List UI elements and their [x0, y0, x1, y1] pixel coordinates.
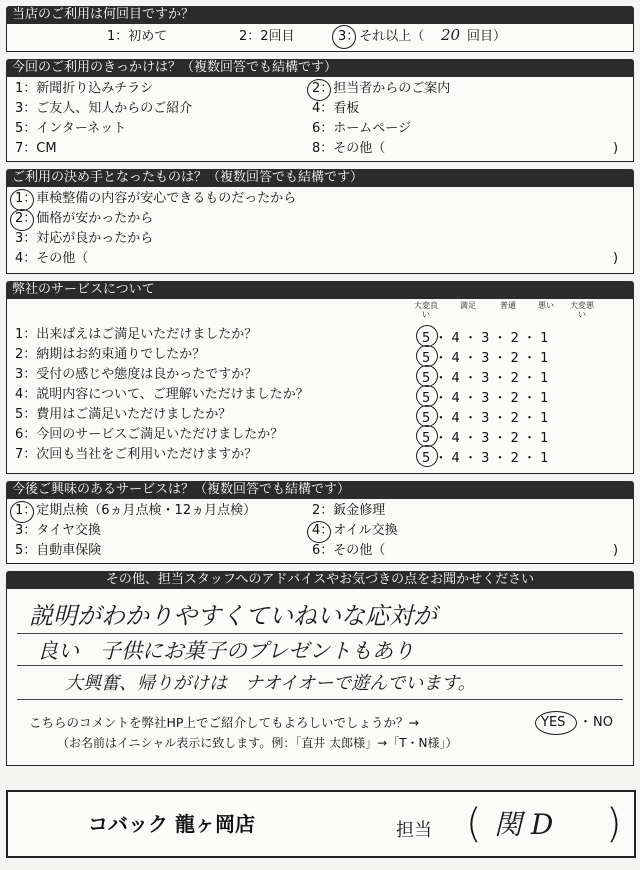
q4-answer-circle-5	[416, 405, 438, 427]
q4-scale-3: 5 ・ 4 ・ 3 ・ 2 ・ 1	[422, 371, 549, 386]
q4-answer-circle-1	[416, 325, 438, 347]
q5-box	[6, 499, 634, 564]
q4-col-satisfied: 満足	[460, 301, 476, 310]
q4-col-bad: 悪い	[538, 301, 554, 310]
consent-question: こちらのコメントを弊社HP上でご紹介してもよろしいでしょうか？→	[29, 715, 419, 730]
q2-item-1: 1：新聞折り込みチラシ	[15, 81, 154, 96]
survey-sheet	[6, 6, 634, 766]
q5-item-1: 1：定期点検（6ヵ月点検・12ヵ月点検）	[15, 503, 257, 518]
q3-box	[6, 187, 634, 274]
q4-scale-2: 5 ・ 4 ・ 3 ・ 2 ・ 1	[422, 351, 549, 366]
q6-box	[6, 589, 634, 766]
q6-header: その他、担当スタッフへのアドバイスやお気づきの点をお聞かせください	[6, 571, 634, 589]
staff-label: 担当	[396, 820, 432, 841]
staff-paren-close: )	[606, 801, 622, 847]
q2-item-8-close: )	[613, 141, 619, 156]
comment-rule-3	[17, 699, 623, 700]
q2-item-7: 7：CM	[15, 141, 57, 156]
q5-item-4: 4：オイル交換	[312, 523, 398, 538]
q1-option-2: 2：2回目	[239, 29, 295, 44]
comment-line-3: 大興奮、帰りがけは ナオイオーで遊んでいます。	[65, 673, 476, 694]
q4-answer-circle-3	[416, 365, 438, 387]
staff-paren-open: (	[466, 801, 482, 847]
q4-item-5: 5：費用はご満足いただけましたか？	[15, 407, 232, 422]
q3-item-1: 1：車検整備の内容が安心できるものだったから	[15, 191, 297, 206]
q4-scale-6: 5 ・ 4 ・ 3 ・ 2 ・ 1	[422, 431, 549, 446]
q4-item-4: 4：説明内容について、ご理解いただけましたか？	[15, 387, 309, 402]
comment-rule-2	[17, 665, 623, 666]
q2-item-3: 3：ご友人、知人からのご紹介	[15, 101, 193, 116]
q3-header: ご利用の決め手となったものは？（複数回答でも結構です）	[6, 169, 634, 187]
q4-answer-circle-7	[416, 445, 438, 467]
q2-item-4: 4：看板	[312, 101, 360, 116]
consent-yes: YES	[541, 715, 566, 730]
q4-answer-circle-4	[416, 385, 438, 407]
q4-scale-4: 5 ・ 4 ・ 3 ・ 2 ・ 1	[422, 391, 549, 406]
consent-separator: ・	[579, 715, 593, 730]
q4-answer-circle-2	[416, 345, 438, 367]
q3-item-2: 2：価格が安かったから	[15, 211, 154, 226]
q4-item-3: 3：受付の感じや態度は良かったですか？	[15, 367, 258, 382]
q3-item-4: 4：その他（	[15, 251, 89, 266]
q3-item-4-close: )	[613, 251, 619, 266]
consent-note: （お名前はイニシャル表示に致します。例：「直井 太郎様」→「T・N様」）	[57, 736, 458, 750]
q4-item-7: 7：次回も当社をご利用いただけますか？	[15, 447, 258, 462]
q4-col-very-good: 大変良い	[414, 301, 438, 319]
comment-line-2: 良い 子供にお菓子のプレゼントもあり	[37, 639, 415, 663]
q2-header: 今回のご利用のきっかけは？（複数回答でも結構です）	[6, 59, 634, 77]
q1-handwritten-count: 20	[441, 26, 461, 44]
q2-box	[6, 77, 634, 162]
q5-header: 今後ご興味のあるサービスは？（複数回答でも結構です）	[6, 481, 634, 499]
store-name: コバック 龍ヶ岡店	[88, 812, 255, 836]
comment-rule-1	[17, 633, 623, 634]
q1-option-3-end: 回目）	[467, 29, 507, 44]
consent-no: NO	[593, 715, 613, 730]
q5-item-3: 3：タイヤ交換	[15, 523, 102, 538]
q5-item-6: 6：その他（	[312, 543, 386, 558]
comment-line-1: 説明がわかりやすくていねいな応対が	[29, 602, 437, 630]
q1-option-3: 3：それ以上（	[338, 29, 425, 44]
q4-col-normal: 普通	[500, 301, 516, 310]
q4-item-2: 2：納期はお約束通りでしたか？	[15, 347, 206, 362]
store-footer	[6, 790, 636, 858]
q4-scale-1: 5 ・ 4 ・ 3 ・ 2 ・ 1	[422, 331, 549, 346]
q2-item-8: 8：その他（	[312, 141, 386, 156]
q5-item-5: 5：自動車保険	[15, 543, 102, 558]
q1-box	[6, 24, 634, 52]
q2-item-2: 2：担当者からのご案内	[312, 81, 451, 96]
q1-option-1: 1：初めて	[107, 29, 168, 44]
q4-scale-5: 5 ・ 4 ・ 3 ・ 2 ・ 1	[422, 411, 549, 426]
q2-item-5: 5：インターネット	[15, 121, 127, 136]
q4-header: 弊社のサービスについて	[6, 281, 634, 299]
q4-box	[6, 299, 634, 474]
q2-item-6: 6：ホームページ	[312, 121, 412, 136]
staff-name: 関 D	[494, 808, 554, 841]
q4-item-1: 1：出来ばえはご満足いただけましたか？	[15, 327, 258, 342]
q3-item-3: 3：対応が良かったから	[15, 231, 154, 246]
q5-item-6-close: )	[613, 543, 619, 558]
q5-item-2: 2：鈑金修理	[312, 503, 386, 518]
q4-answer-circle-6	[416, 425, 438, 447]
q4-item-6: 6：今回のサービスご満足いただけましたか？	[15, 427, 284, 442]
q1-header: 当店のご利用は何回目ですか？	[6, 6, 634, 24]
q4-col-very-bad: 大変悪い	[570, 301, 594, 319]
q4-scale-7: 5 ・ 4 ・ 3 ・ 2 ・ 1	[422, 451, 549, 466]
